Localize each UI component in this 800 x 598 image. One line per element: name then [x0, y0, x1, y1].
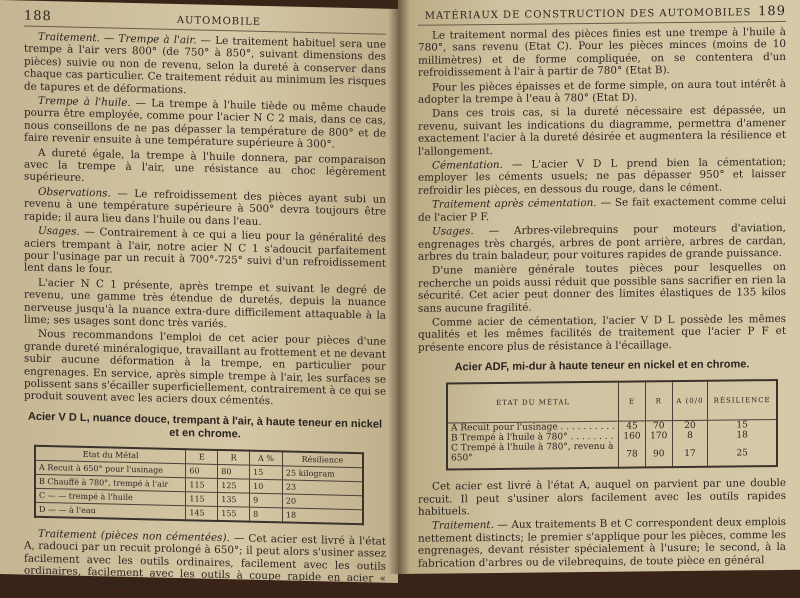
paragraph: [24, 328, 386, 411]
book-gutter: [388, 0, 410, 574]
table-header: E: [186, 449, 218, 464]
paragraph: [418, 516, 786, 569]
table-cell: D — — à l'eau: [35, 502, 186, 520]
table-cell: 70: [645, 421, 672, 432]
paragraph: [418, 26, 786, 79]
paragraph: [24, 527, 386, 597]
table-cell: 170: [645, 431, 672, 441]
table-cell: 20: [672, 420, 708, 431]
table-cell: 135: [218, 492, 250, 507]
table-cell: 18: [282, 508, 363, 524]
table-cell: 20: [282, 494, 363, 510]
table-header: Résilience: [282, 451, 363, 467]
paragraph: [418, 195, 786, 224]
paragraph: [24, 225, 386, 283]
paragraph-lead: Usages.: [432, 225, 474, 238]
table-header: A (0/0: [672, 381, 708, 421]
adf-properties-table: [446, 379, 778, 470]
paragraph-text: Nous recommandons l'emploi de cet acier pour pièces d'une grande dureté minéralogique, travaillant au frottement et ne devant subir aucune déformation à la trempe, en particulier pour engrenages. En service, après simple trempe à l'air, les surfaces se polissent sans s'écailler superficiellement, contrairement à ce qui se produit souvent avec les aciers doux cémentés.: [24, 328, 386, 408]
right-page: [398, 0, 800, 574]
table-row: [447, 440, 777, 469]
table-cell: 8: [250, 507, 283, 522]
paragraph-text: — Contrairement à ce qui a lieu pour la généralité des aciers trempant à l'air, notre acier N C 1 s'adoucit parfaitement pour l'usinage par un recuit à 700°-725° suivi d'un refroidissement lent dans le four.: [24, 225, 386, 276]
table-cell: 90: [645, 441, 672, 467]
paragraph-text: — L'acier V D L prend bien la cémentation; employer les céments usuels; ne pas dépasser 950° et laisser refroidir les pièces, en dessous du rouge, dans le cément.: [418, 155, 786, 197]
table-cell: 125: [218, 478, 250, 493]
table-cell: 18: [708, 430, 777, 441]
table-cell: 8: [672, 431, 708, 441]
left-running-title: AUTOMOBILE: [176, 15, 262, 28]
table-header: R: [645, 381, 672, 421]
paragraph-lead: Traitement.: [432, 519, 494, 533]
paragraph-lead: Trempe à l'huile.: [38, 94, 131, 109]
paragraph-lead: Traitement (pièces non cémentées).: [38, 527, 230, 544]
table-header: R: [218, 450, 250, 465]
paragraph-text: Le traitement normal des pièces finies est une trempe à l'huile à 780°, sans revenu (Etat C). Pour les pièces minces (moins de 10 millimètres) et de forme compliquée, on se contentera d'un refroidissement à l'air à partir de 780° (Etat B).: [418, 25, 786, 80]
table-cell: 25: [708, 440, 777, 467]
table-header-row: [447, 380, 777, 423]
paragraph: [418, 156, 786, 197]
vdl-properties-table: [34, 445, 364, 525]
paragraph: [24, 95, 386, 153]
table-header: RÉSILIENCE: [708, 380, 777, 420]
table-cell: A Recuit pour l'usinage . . . . . . . . . .: [447, 421, 619, 433]
right-bottom-text: [418, 477, 786, 570]
left-bottom-text: [24, 527, 386, 597]
right-page-number: 189: [758, 3, 786, 20]
paragraph-text: Pour les pièces épaisses et de forme simple, on aura tout intérêt à adopter la trempe à l'eau à 780° (Etat D).: [418, 77, 786, 106]
table-cell: B Chauffé à 780°, trempé à l'air: [35, 474, 186, 491]
table-cell: C — — trempé à l'huile: [35, 488, 186, 505]
table-header: Etat du Métal: [35, 446, 186, 464]
paragraph-text: — Le traitement habituel sera une trempe à l'air vers 800° (de 750° à 850°, suivant dimensions des pièces) suivie ou non de revenu, selon la dureté à conserver dans chaque cas particulier. Ce traitement réduit au minimum les risques de tapures et de déformations.: [24, 34, 386, 96]
paragraph-text: A dureté égale, la trempe à l'huile donnera, par comparaison avec la trempe à l'air, une résistance au choc légèrement supérieure.: [24, 146, 386, 185]
table-cell: 115: [186, 477, 218, 492]
table-cell: 60: [186, 463, 218, 478]
table-cell: 45: [619, 421, 646, 432]
paragraph: [24, 31, 386, 101]
paragraph: [418, 222, 786, 263]
paragraph-text: — Cet acier est livré à l'état A, radouci par un recuit prolongé à 650°; il peut alors s'usiner assez facilement avec les outils ordinaires, facilement avec les outils ordinaires, facilement avec les outils à coupe rapide en acier « Eclair » ou « Triple Eclair ».: [24, 531, 386, 593]
paragraph-text: — Aux traitements B et C correspondent deux emplois nettement distincts; le premier s'applique pour les pièces, comme les engrenages, devant résister spécialement à l'usure; le second, à la fabrication d'arbres ou de vilebrequins, de toute pièce en général: [418, 516, 786, 570]
paragraph-text: L'acier N C 1 présente, après trempe et suivant le degré de revenu, une gamme très étendue de duretés, depuis la nuance nerveuse jusqu'à la nuance extra-dure difficilement attaquable à la lime; ses usages sont donc très variés.: [24, 276, 386, 331]
paragraph-text: Dans ces trois cas, si la dureté nécessaire est dépassée, un revenu, suivant les indications du diagramme, permettra d'amener exactement l'acier à la dureté désirée et augmentera la résilience et l'allongement.: [418, 104, 786, 158]
table-cell: 145: [186, 505, 218, 520]
table-cell: 17: [672, 441, 708, 467]
paragraph-text: Cet acier est livré à l'état A, auquel on parvient par une double recuit. Il peut s'usiner alors facilement avec les outils rapides habituels.: [418, 477, 786, 518]
table-cell: 10: [250, 479, 283, 494]
right-running-head: [418, 4, 786, 26]
paragraph-text: Comme acier de cémentation, l'acier V D L possède les mêmes qualités et les mêmes facilités de traitement que l'acier P F et présente encore plus de résistance à l'écaillage.: [418, 312, 786, 354]
table-cell: 9: [250, 493, 283, 508]
table-header: ÉTAT DU MÉTAL: [447, 382, 619, 423]
table-cell: 25 kilogram: [282, 466, 363, 482]
right-section-title: Acier ADF, mi-dur à haute teneur en nickel et en chrome.: [454, 358, 750, 374]
table-header: A %: [250, 450, 283, 465]
table-cell: 78: [619, 442, 646, 468]
table-cell: C Trempé à l'huile à 780°, revenu à 650°: [447, 442, 619, 470]
paragraph-lead: Traitement. — Trempe à l'air.: [38, 30, 197, 47]
table-cell: 115: [186, 491, 218, 506]
left-section-title: Acier V D L, nuance douce, trempant à l'air, à haute teneur en nickel et en chrome.: [27, 410, 383, 441]
left-page: [0, 0, 398, 593]
table-cell: 15: [250, 465, 283, 480]
paragraph-text: — La trempe à l'huile tiède ou même chaude pourra être employée, comme pour l'acier N C 2 mais, dans ce cas, nous conseillons de ne pas dépasser la température de 800° et de faire revenir ensuite à une température supérieure à 300°.: [24, 96, 386, 151]
right-top-text: [418, 26, 786, 354]
paragraph: [24, 185, 386, 230]
paragraph-text: D'une manière générale toutes pièces pour lesquelles on recherche un poids aussi réduit que possible sans sacrifier en rien la sécurité. Cet acier peut donner des limites élastiques de 135 kilos sans aucune fragilité.: [418, 261, 786, 315]
table-cell: 80: [218, 464, 250, 479]
paragraph: [24, 276, 386, 334]
paragraph-lead: Usages.: [38, 224, 80, 238]
paragraph-lead: Cémentation.: [432, 158, 503, 172]
table-cell: A Recuit à 650° pour l'usinage: [35, 460, 186, 477]
left-page-number: 188: [24, 8, 52, 25]
table-cell: B Trempé à l'huile à 780° . . . . . . . .: [447, 432, 619, 444]
table-header: E: [619, 382, 646, 422]
paragraph: [418, 313, 786, 354]
left-top-text: [24, 31, 386, 411]
paragraph-text: — Arbres-vilebrequins pour moteurs d'aviation, engrenages très chargés, arbres de pont arrière, arbres de cardan, arbres du train baladeur, pour voitures rapides de grande puissance.: [418, 222, 786, 263]
table-cell: 23: [282, 480, 363, 496]
table-cell: 155: [218, 506, 250, 521]
table-cell: 160: [619, 432, 646, 442]
right-running-title: MATÉRIAUX DE CONSTRUCTION DES AUTOMOBILES: [424, 7, 752, 22]
paragraph-text: — Le refroidissement des pièces ayant subi un revenu à une température supérieure à 500° devra toujours être rapide; il aura lieu dans l'huile ou dans l'eau.: [24, 187, 386, 228]
paragraph: [418, 104, 786, 157]
paragraph: [418, 78, 786, 107]
paragraph-lead: Observations.: [38, 185, 111, 200]
paragraph: [418, 261, 786, 314]
paragraph-text: — Se fait exactement comme celui de l'acier P F.: [418, 195, 786, 224]
table-cell: 15: [708, 420, 777, 431]
paragraph: [24, 146, 386, 191]
paragraph-lead: Traitement après cémentation.: [432, 197, 597, 211]
paragraph: [418, 477, 786, 518]
